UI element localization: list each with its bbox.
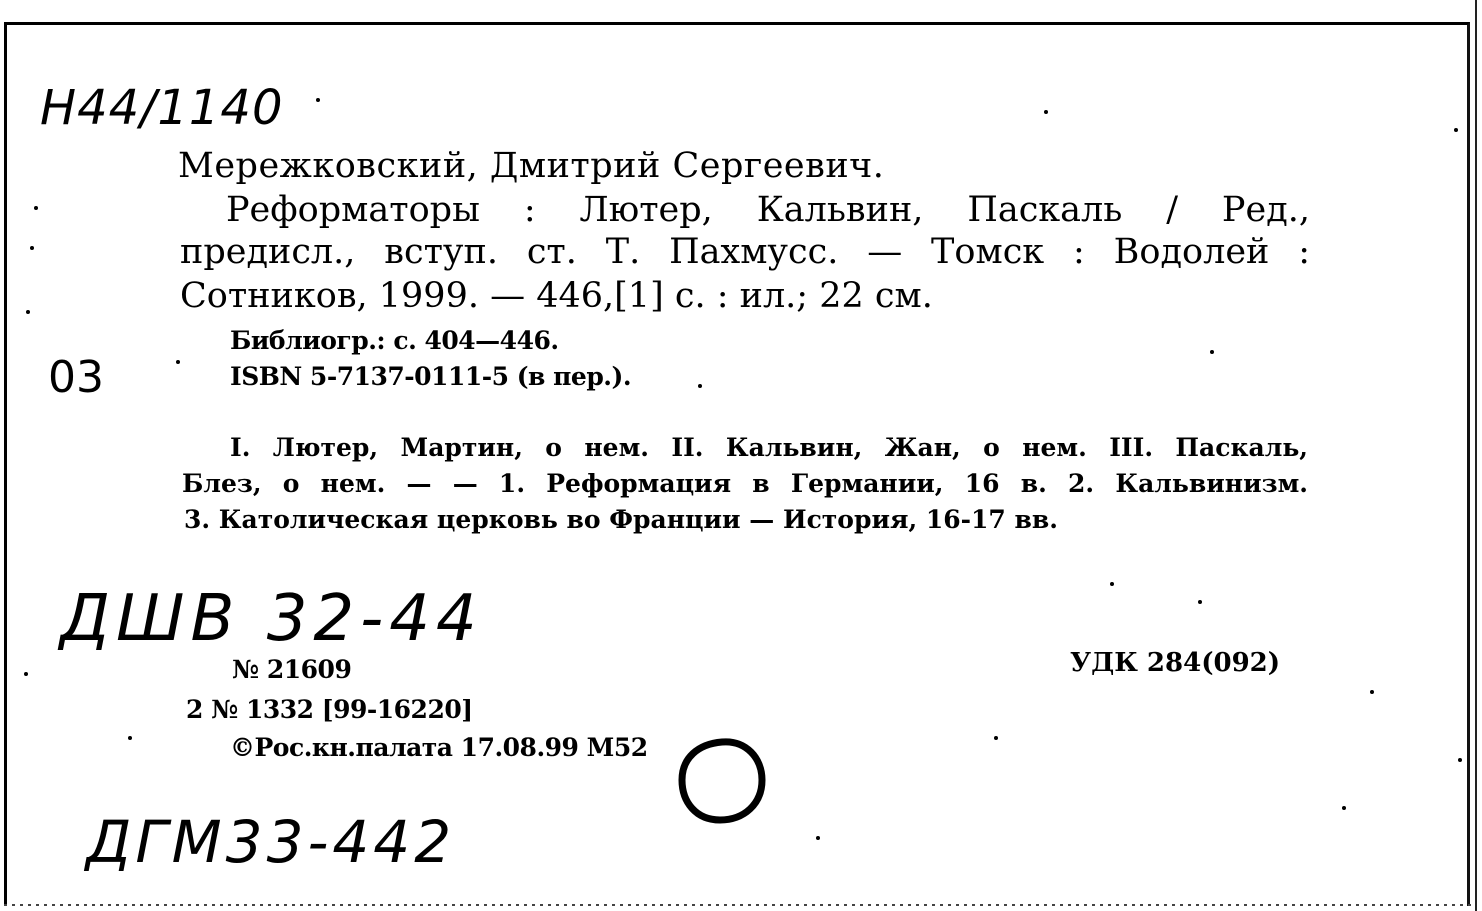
- speck: [26, 310, 30, 314]
- subject-tracing-line-1: I. Лютер, Мартин, о нем. II. Кальвин, Жан, о нем. III. Паскаль,: [230, 433, 1308, 462]
- handwritten-shelf-mark-1: ДШВ 32-44: [60, 582, 483, 656]
- card-hole-circle: [676, 736, 768, 826]
- record-number-2: 2 № 1332 [99-16220]: [186, 695, 473, 724]
- speck: [1458, 758, 1462, 762]
- handwritten-call-number: Н44/1140: [40, 80, 284, 136]
- copyright-line: ©Рос.кн.палата 17.08.99 М52: [230, 733, 648, 762]
- speck: [34, 206, 38, 210]
- speck: [128, 736, 132, 740]
- title-statement-line-2: предисл., вступ. ст. Т. Пахмусс. — Томск : Водолей :: [180, 232, 1310, 272]
- speck: [1342, 806, 1346, 810]
- speck: [1370, 690, 1374, 694]
- speck: [24, 672, 28, 676]
- title-statement-line-1: Реформаторы : Лютер, Кальвин, Паскаль / Ред.,: [226, 190, 1310, 230]
- speck: [1198, 600, 1202, 604]
- publication-line: Сотников, 1999. — 446,[1] с. : ил.; 22 см.: [180, 276, 933, 316]
- bibliography-note: Библиогр.: с. 404—446.: [230, 326, 559, 355]
- speck: [698, 384, 702, 388]
- isbn-line: ISBN 5-7137-0111-5 (в пер.).: [230, 362, 632, 391]
- speck: [176, 360, 180, 364]
- udk-classification: УДК 284(092): [1070, 648, 1281, 678]
- speck: [1110, 582, 1114, 586]
- author-heading: Мережковский, Дмитрий Сергеевич.: [178, 146, 885, 186]
- speck: [1044, 110, 1048, 114]
- speck: [1454, 128, 1458, 132]
- speck: [994, 736, 998, 740]
- handwritten-shelf-mark-2: ДГМ33-442: [86, 808, 456, 876]
- subject-tracing-line-3: 3. Католическая церковь во Франции — История, 16-17 вв.: [184, 505, 1058, 534]
- speck: [1210, 350, 1214, 354]
- speck: [316, 98, 320, 102]
- speck: [30, 246, 34, 250]
- handwritten-class-mark: 03: [48, 352, 104, 403]
- speck: [816, 836, 820, 840]
- subject-tracing-line-2: Блез, о нем. — — 1. Реформация в Германии, 16 в. 2. Кальвинизм.: [182, 469, 1308, 498]
- record-number-1: № 21609: [232, 655, 352, 684]
